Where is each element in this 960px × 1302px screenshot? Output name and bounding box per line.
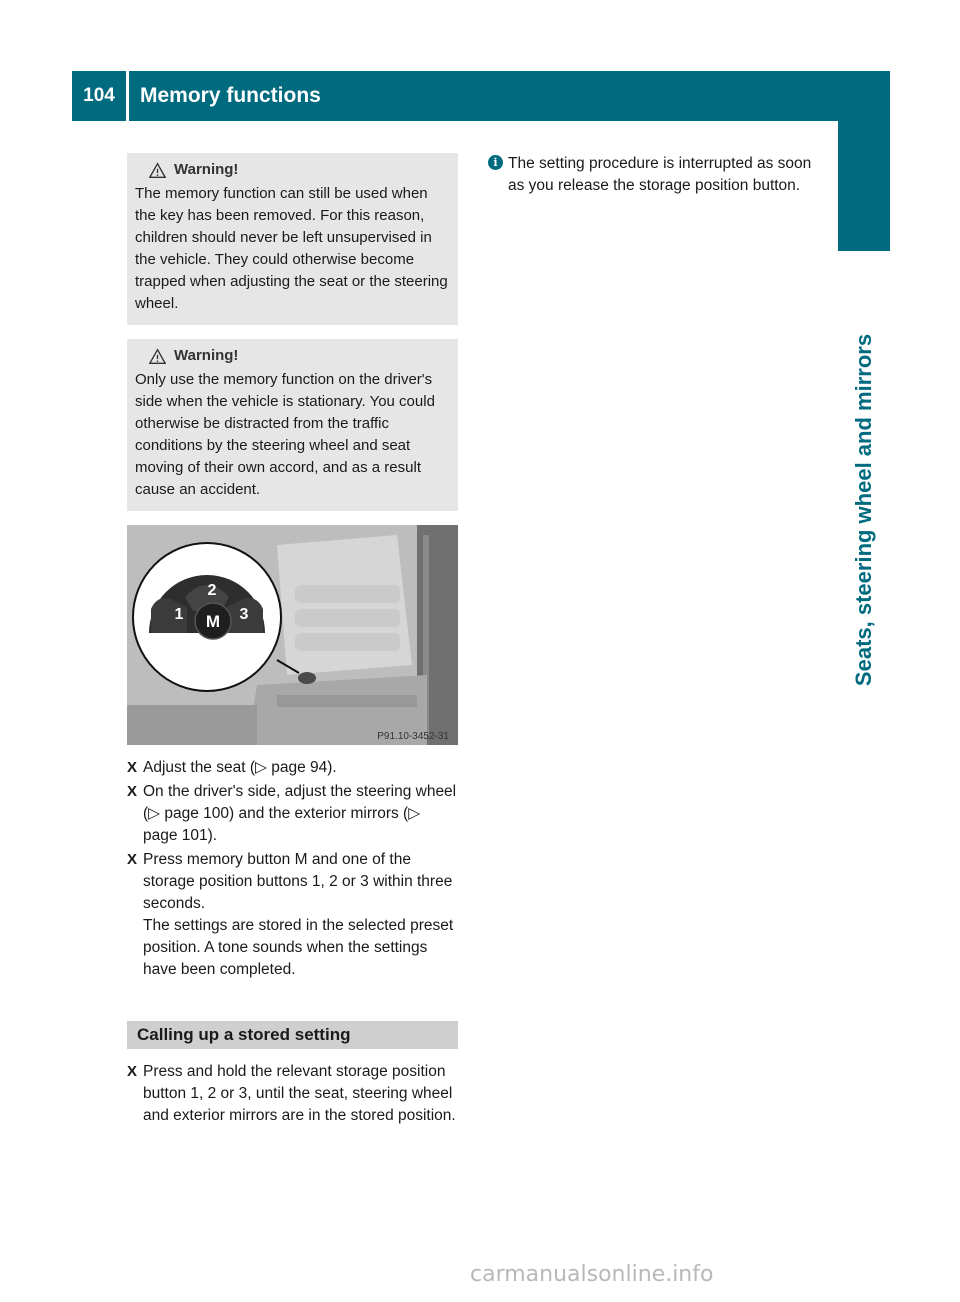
step-text: Press memory button M and one of the storage position buttons 1, 2 or 3 within three seconds. — [143, 851, 453, 912]
button-label-m: M — [205, 612, 221, 631]
step-marker-icon: X — [127, 851, 138, 868]
list-item — [127, 849, 458, 981]
watermark: carmanualsonline.info — [470, 1262, 714, 1287]
warning-text: The memory function can still be used when the key has been removed. For this reason, children should never be left unsupervised in the vehicle. They could otherwise become trapped when adjusting the seat or the steering wheel. — [135, 185, 448, 312]
info-icon: i — [488, 155, 503, 170]
warning-heading-text: Warning! — [174, 161, 239, 178]
warning-box — [127, 153, 458, 325]
warning-box — [127, 339, 458, 511]
step-text: On the driver's side, adjust the steering wheel (▷ page 100) and the exterior mirrors (▷ page 101). — [143, 783, 457, 844]
list-item — [127, 757, 458, 779]
seat-memory-buttons-photo — [127, 525, 458, 745]
chapter-tab — [838, 121, 890, 251]
step-marker-icon: X — [127, 759, 138, 776]
seat-illustration — [127, 525, 458, 745]
chapter-label — [838, 260, 890, 760]
warning-heading — [149, 159, 450, 181]
list-item — [127, 781, 458, 847]
button-label-3: 3 — [239, 606, 249, 623]
header-divider — [126, 71, 129, 121]
step-marker-icon: X — [127, 1063, 138, 1080]
info-note — [488, 153, 818, 197]
info-note-text: The setting procedure is interrupted as soon as you release the storage position button. — [508, 155, 812, 194]
page-number: 104 — [83, 85, 115, 106]
warning-text: Only use the memory function on the driver's side when the vehicle is stationary. You could otherwise be distracted from the traffic conditions by the steering wheel and seat moving of their own accord, and as a result cause an accident. — [135, 371, 435, 498]
left-column — [127, 153, 458, 1129]
list-item — [127, 1061, 458, 1127]
step-text: Press and hold the relevant storage position button 1, 2 or 3, until the seat, steering wheel and exterior mirrors are in the stored position. — [143, 1063, 456, 1124]
right-column — [488, 153, 818, 197]
warning-heading-text: Warning! — [174, 347, 239, 364]
page-title: Memory functions — [140, 84, 321, 107]
step-result: The settings are stored in the selected preset position. A tone sounds when the settings have been completed. — [143, 917, 454, 978]
button-label-2: 2 — [207, 582, 217, 599]
figure-reference: P91.10-3452-31 — [377, 731, 449, 742]
step-text: Adjust the seat (▷ page 94). — [143, 759, 337, 776]
warning-triangle-icon — [149, 162, 166, 179]
chapter-label-text: Seats, steering wheel and mirrors — [851, 333, 876, 687]
button-label-1: 1 — [174, 606, 184, 623]
recall-steps — [127, 1061, 458, 1127]
setup-steps — [127, 757, 458, 981]
step-marker-icon: X — [127, 783, 138, 800]
warning-triangle-icon — [149, 348, 166, 365]
section-heading: Calling up a stored setting — [127, 1021, 458, 1049]
warning-heading — [149, 345, 450, 367]
